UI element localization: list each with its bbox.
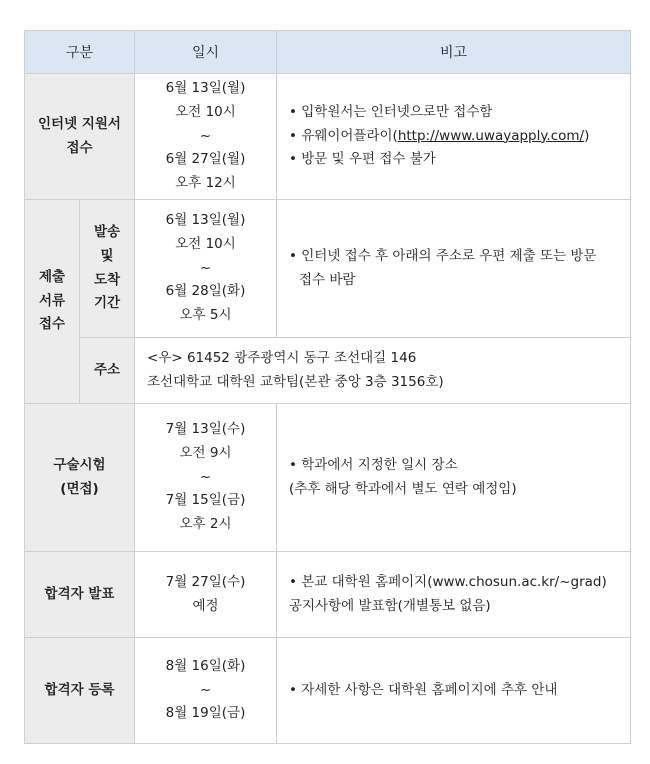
registration-label: 합격자 등록 — [25, 638, 135, 744]
announcement-date: 7월 27일(수) 예정 — [135, 552, 277, 638]
table-row-announcement — [25, 552, 631, 638]
table-row-online-application — [25, 74, 631, 200]
announcement-remarks: • 본교 대학원 홈페이지(www.chosun.ac.kr/~grad) 공지사항에 발표함(개별통보 없음) — [277, 552, 631, 638]
header-datetime: 일시 — [135, 31, 277, 74]
oral-exam-date: 7월 13일(수) 오전 9시 ~ 7월 15일(금) 오후 2시 — [135, 404, 277, 552]
header-category: 구분 — [25, 31, 135, 74]
table-row-registration — [25, 638, 631, 744]
online-application-label: 인터넷 지원서 접수 — [25, 74, 135, 200]
online-application-date: 6월 13일(월) 오전 10시 ~ 6월 27일(월) 오후 12시 — [135, 74, 277, 200]
header-remarks: 비고 — [277, 31, 631, 74]
delivery-period-date: 6월 13일(월) 오전 10시 ~ 6월 28일(화) 오후 5시 — [135, 200, 277, 338]
table-row-address — [25, 338, 631, 404]
mailing-address: <우> 61452 광주광역시 동구 조선대길 146 조선대학교 대학원 교학팀(본관 중앙 3층 3156호) — [135, 338, 631, 404]
table-row-oral-exam — [25, 404, 631, 552]
oral-exam-label: 구술시험 (면접) — [25, 404, 135, 552]
registration-remarks: • 자세한 사항은 대학원 홈페이지에 추후 안내 — [277, 638, 631, 744]
document-submission-label: 제출 서류 접수 — [25, 200, 80, 404]
oral-exam-remarks: • 학과에서 지정한 일시 장소 (추후 해당 학과에서 별도 연락 예정임) — [277, 404, 631, 552]
admission-schedule-table — [24, 30, 631, 744]
registration-date: 8월 16일(화) ~ 8월 19일(금) — [135, 638, 277, 744]
online-application-remarks: • 입학원서는 인터넷으로만 접수함 • 유웨이어플라이(http://www.uwayapply.com/) • 방문 및 우편 접수 불가 — [277, 74, 631, 200]
address-label: 주소 — [80, 338, 135, 404]
announcement-label: 합격자 발표 — [25, 552, 135, 638]
delivery-period-remarks: • 인터넷 접수 후 아래의 주소로 우편 제출 또는 방문 접수 바람 — [277, 200, 631, 338]
delivery-period-label: 발송 및 도착 기간 — [80, 200, 135, 338]
uwayapply-link[interactable]: http://www.uwayapply.com/ — [397, 127, 585, 144]
table-row-document-submission — [25, 200, 631, 338]
table-header-row — [25, 31, 631, 74]
